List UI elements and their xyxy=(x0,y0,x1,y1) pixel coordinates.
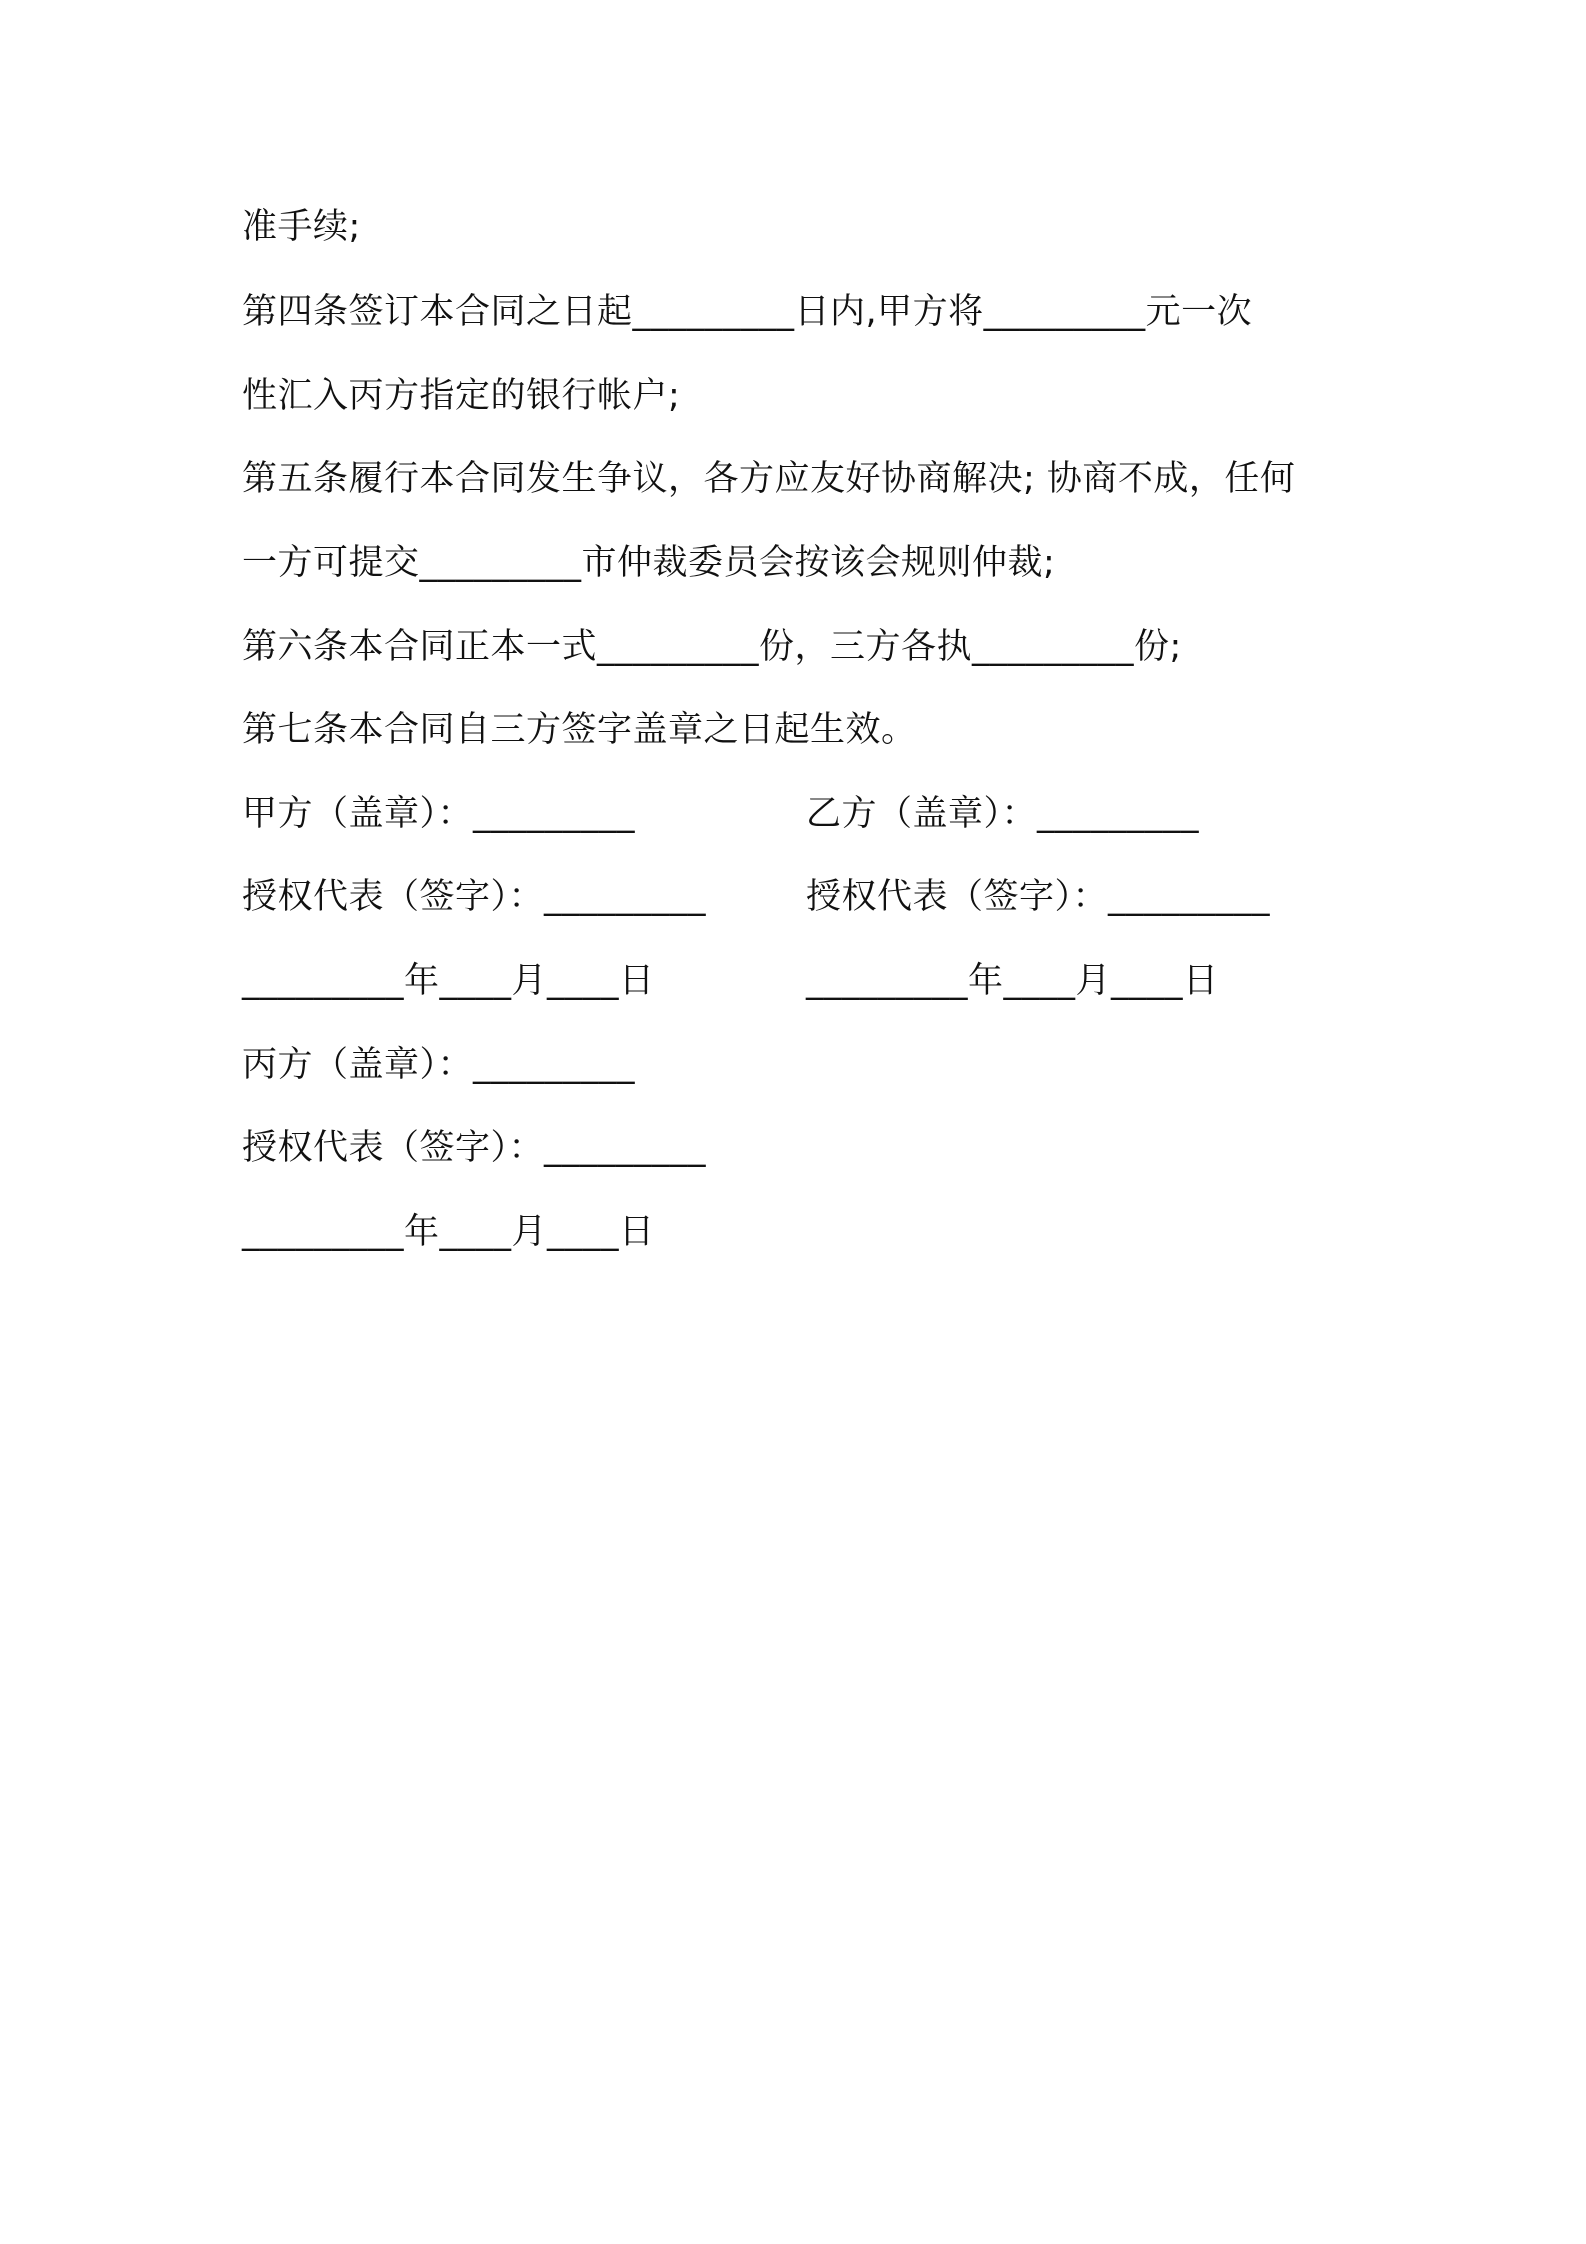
party-c-seal: 丙方（盖章）：_________ xyxy=(242,1045,636,1085)
clause-line-5: 一方可提交_________市仲裁委员会按该会规则仲裁; xyxy=(242,543,1056,583)
clause-line-6: 第六条本合同正本一式_________份，三方各执_________份; xyxy=(242,627,1182,667)
clause-line-1: 准手续; xyxy=(242,207,361,247)
party-a-seal: 甲方（盖章）：_________ xyxy=(242,794,636,834)
clause-line-2: 第四条签订本合同之日起_________日内,甲方将_________元一次 xyxy=(242,292,1253,332)
clause-line-4: 第五条履行本合同发生争议，各方应友好协商解决; 协商不成，任何 xyxy=(242,459,1296,499)
party-a-date: _________年____月____日 xyxy=(242,961,655,1001)
party-b-representative: 授权代表（签字）：_________ xyxy=(806,877,1271,917)
clause-line-7: 第七条本合同自三方签字盖章之日起生效。 xyxy=(242,710,917,750)
party-b-seal: 乙方（盖章）：_________ xyxy=(806,794,1200,834)
clause-line-3: 性汇入丙方指定的银行帐户; xyxy=(242,376,681,416)
party-b-date: _________年____月____日 xyxy=(806,961,1219,1001)
party-c-date: _________年____月____日 xyxy=(242,1212,655,1252)
party-c-representative: 授权代表（签字）：_________ xyxy=(242,1128,707,1168)
party-a-representative: 授权代表（签字）：_________ xyxy=(242,877,707,917)
